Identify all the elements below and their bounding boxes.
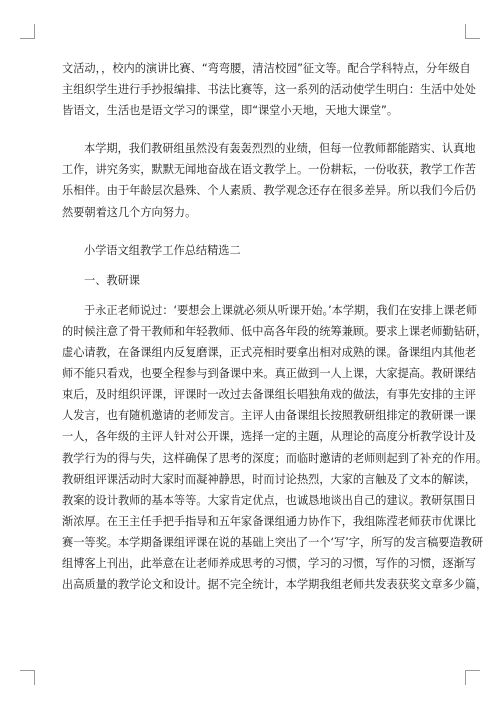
text-line: 主组织学生进行手抄报编排、书法比赛等，这一系列的活动使学生明白：生活中处处 <box>62 83 476 97</box>
text-line: 本学期，我们教研组虽然没有轰轰烈烈的业绩，但每一位教师都能踏实、认真地 <box>84 142 476 156</box>
crop-mark-bottom-left <box>20 670 35 685</box>
crop-mark-top-right <box>465 24 480 39</box>
section-title: 小学语文组教学工作总结精选二 <box>84 243 241 257</box>
text-line: 教研组评课活动时大家时而凝神静思，时而讨论热烈，大家的言触及了文本的解读， <box>62 472 476 486</box>
text-line: 教案的设计教师的基本等等。大家肯定优点，也诚恳地谈出自己的建议。教研氛围日 <box>62 493 476 507</box>
research-class-paragraph <box>62 300 488 595</box>
text-line: 的时候注意了骨干教师和年轻教师、低中高各年段的统筹兼顾。要求上课老师勤钻研， <box>62 324 488 338</box>
text-line: 皆语文，生活也是语文学习的课堂，即“课堂小天地，天地大课堂”。 <box>62 104 399 118</box>
text-line: 出高质量的教学论文和设计。据不完全统计，本学期我组老师共发表获奖文章多少篇， <box>62 578 488 592</box>
text-line: 师不能只看戏，也要全程参与到备课中来。真正做到一人上课，大家提高。教研课结 <box>62 367 476 381</box>
summary-paragraph <box>62 138 476 222</box>
text-line: 教学行为的得与失，这样确保了思考的深度；而临时邀请的老师则起到了补充的作用。 <box>62 451 488 465</box>
text-line: 一人，各年级的主评人针对公开课，选择一定的主题，从理论的高度分析教学设计及 <box>62 430 476 444</box>
text-line: 渐浓厚。在王主任手把手指导和五年家备课组通力协作下，我组陈滢老师获市优课比 <box>62 514 476 528</box>
intro-paragraph <box>62 58 476 121</box>
text-line: 组博客上刊出，此举意在让老师养成思考的习惯，学习的习惯，写作的习惯，逐渐写 <box>62 556 476 570</box>
crop-mark-top-left <box>20 24 35 39</box>
document-body <box>62 58 488 595</box>
text-line: 文活动，，校内的演讲比赛、“弯弯腰，清洁校园”征文等。配合学科特点，分年级自 <box>62 62 471 75</box>
subsection-title: 一、教研课 <box>84 273 140 287</box>
crop-mark-bottom-right <box>465 670 480 685</box>
text-line: 然要朝着这几个方向努力。 <box>62 205 197 219</box>
text-line: 乐相伴。由于年龄层次悬殊、个人素质、教学观念还存在很多差异。所以我们今后仍 <box>62 184 476 198</box>
text-line: 人发言，也有随机邀请的老师发言。主评人由备课组长按照教研组排定的教研课一课 <box>62 409 476 423</box>
text-line: 束后，及时组织评课，评课时一改过去备课组长唱独角戏的做法，有事先安排的主评 <box>62 388 476 402</box>
text-line: 赛一等奖。本学期备课组评课在说的基础上突出了一个‘写’字，所写的发言稿要造教研 <box>62 535 484 549</box>
text-line: 工作，讲究务实，默默无闻地奋战在语文教学上。一份耕耘，一份收获，教学工作苦 <box>62 163 476 177</box>
text-line: 虚心请教，在备课组内反复磨课，正式亮相时要拿出相对成熟的课。备课组内其他老 <box>62 346 476 360</box>
text-line: 于永正老师说过：‘要想会上课就必须从听课开始。’本学期，我们在安排上课老师 <box>84 303 478 317</box>
